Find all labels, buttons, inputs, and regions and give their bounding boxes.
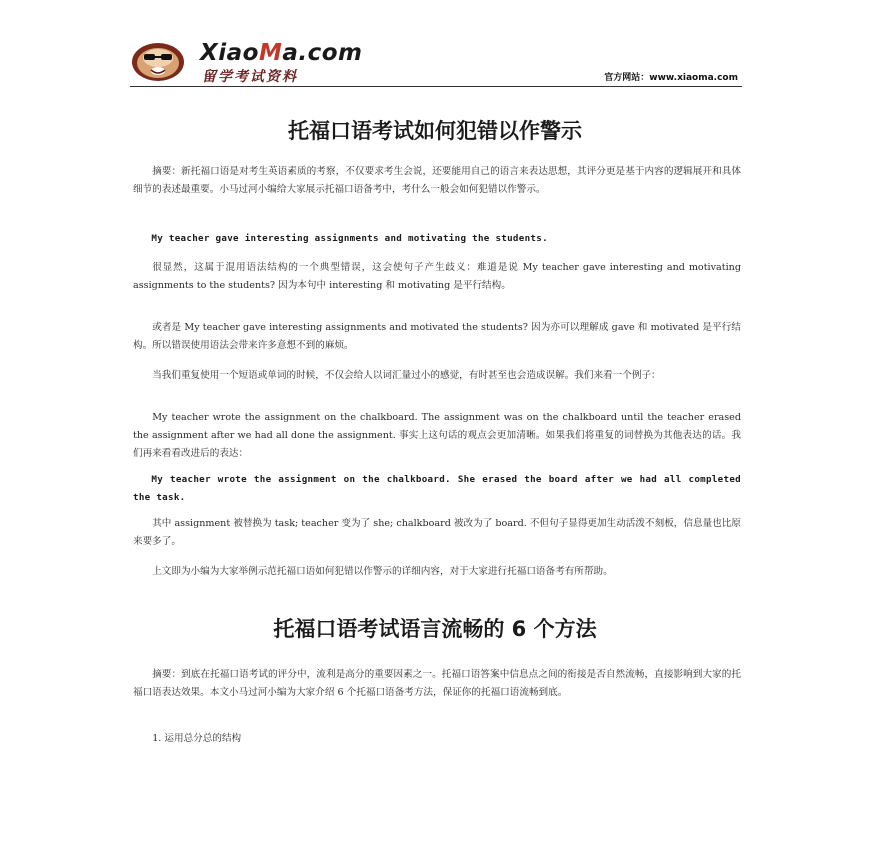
example-sentence: My teacher gave interesting assignments and motivating the students. <box>151 233 548 244</box>
section2-list-item: 1. 运用总分总的结构 <box>152 733 242 744</box>
official-site-label: 官方网站：www.xiaoma.com <box>604 73 738 83</box>
brand-logo: XiaoMa.com <box>200 40 363 66</box>
section1-conclusion: 上文即为小编为大家举例示范托福口语如何犯错以作警示的详细内容，对于大家进行托福口语备考有所帮助。 <box>152 566 613 577</box>
page-header <box>130 38 742 87</box>
example-sentence: My teacher wrote the assignment on the chalkboard. She erased the board after we had all completed the task. <box>133 474 741 503</box>
section1-title: 托福口语考试如何犯错以作警示 <box>288 119 582 143</box>
section1-paragraph: 其中 assignment 被替换为 task; teacher 变为了 she; chalkboard 被改为了 board. 不但句子显得更加生动活泼不刻板，信息量也比原来要多了。 <box>133 518 741 547</box>
logo-mascot-icon <box>130 40 186 82</box>
section1-paragraph: 当我们重复使用一个短语或单词的时候，不仅会给人以词汇量过小的感觉，有时甚至也会造成误解。我们来看一个例子： <box>152 370 661 381</box>
section2-summary: 摘要：到底在托福口语考试的评分中，流利是高分的重要因素之一。托福口语答案中信息点之间的衔接是否自然流畅，直接影响到大家的托福口语表达效果。本文小马过河小编为大家介绍 6 个托福口语备考方法，保证你的托福口语流畅到底。 <box>133 669 741 698</box>
section2-title: 托福口语考试语言流畅的 6 个方法 <box>273 617 597 641</box>
section1-paragraph: 或者是 My teacher gave interesting assignments and motivated the students? 因为亦可以理解成 gave 和 motivated 是平行结构。所以错误使用语法会带来许多意想不到的麻烦。 <box>133 322 741 351</box>
brand-slogan: 留学考试资料 <box>202 69 298 85</box>
section1-paragraph: 很显然，这属于混用语法结构的一个典型错误，这会使句子产生歧义：难道是说 My teacher gave interesting and motivating assignments to the students? 因为本句中 interesting 和 motivating 是平行结构。 <box>133 262 741 291</box>
section1-paragraph: My teacher wrote the assignment on the chalkboard. The assignment was on the chalkboard until the teacher erased the assignment after we had all done the assignment. 事实上这句话的观点会更加清晰。如果我们将重复的词替换为其他表达的话。我们再来看看改进后的表达： <box>133 412 741 459</box>
section1-summary: 摘要：新托福口语是对考生英语素质的考察，不仅要求考生会说，还要能用自己的语言来表达思想，其评分更是基于内容的逻辑展开和具体细节的表述最重要。小马过河小编给大家展示托福口语备考中，考什么一般会如何犯错以作警示。 <box>133 166 741 195</box>
